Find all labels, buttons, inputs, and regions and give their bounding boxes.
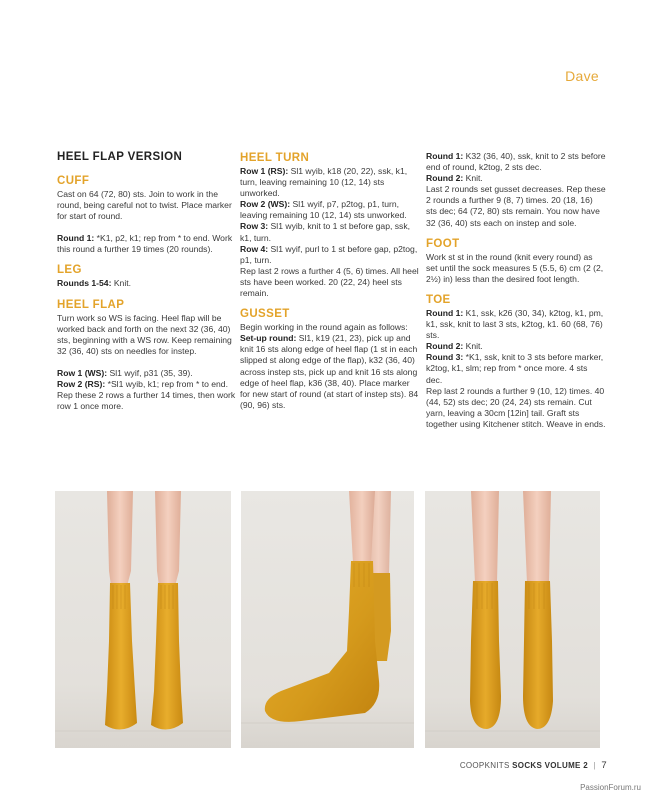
heel-turn-row4 bbox=[240, 244, 420, 266]
gusset-round1-text: K32 (36, 40), ssk, knit to 2 sts before end of round, k2tog, 2 sts dec. bbox=[426, 151, 606, 173]
gusset-setup bbox=[240, 333, 420, 411]
photo-sock-side bbox=[241, 491, 414, 748]
toe-heading: TOE bbox=[426, 293, 451, 306]
toe-round1-label: Round 1: bbox=[426, 307, 464, 318]
cuff-round1 bbox=[57, 233, 237, 255]
footer-brand: COOPKNITS bbox=[459, 761, 510, 770]
heel-turn-row2 bbox=[240, 199, 420, 221]
heel-turn-repeat: Rep last 2 rows a further 4 (5, 6) times. All heel sts have been worked. 20 (22, 24) heel sts remain. bbox=[240, 265, 419, 299]
heel-turn-heading: HEEL TURN bbox=[240, 152, 310, 164]
toe-round1-text: K1, ssk, k26 (30, 34), k2tog, k1, pm, k1, ssk, knit to last 3 sts, k2tog, k1. 60 (68, 76) sts. bbox=[426, 307, 604, 341]
setup-label: Set-up round: bbox=[240, 333, 297, 344]
leg-label: Rounds 1-54: bbox=[57, 278, 112, 289]
watermark-text: PassionForum.ru bbox=[580, 783, 641, 792]
toe-round2-label: Round 2: bbox=[426, 341, 464, 352]
toe-round2-text: Knit. bbox=[463, 341, 483, 352]
cuff-heading: CUFF bbox=[57, 175, 90, 187]
round1-text: *K1, p2, k1; rep from * to end. Work this round a further 19 times (20 rounds). bbox=[57, 233, 233, 255]
column-3 bbox=[426, 151, 606, 430]
row2-text: *Sl1 wyib, k1; rep from * to end. Rep these 2 rows a further 14 times, then work row 1 once more. bbox=[57, 379, 236, 412]
gusset-round2-label: Round 2: bbox=[426, 173, 464, 184]
column-1 bbox=[57, 174, 237, 412]
heel-flap-row2 bbox=[57, 379, 237, 412]
photo-strip bbox=[55, 491, 600, 748]
heel-flap-heading: HEEL FLAP bbox=[57, 298, 125, 311]
gusset-round1-label: Round 1: bbox=[426, 151, 464, 161]
heel-turn-row1-label: Row 1 (RS): bbox=[240, 166, 289, 176]
heel-turn-row3 bbox=[240, 221, 420, 243]
leg-rounds bbox=[57, 278, 237, 289]
photo-sock-front bbox=[55, 491, 231, 748]
photo-sock-back bbox=[425, 491, 600, 748]
page-number: 7 bbox=[601, 760, 607, 771]
toe-round1 bbox=[426, 308, 606, 341]
sock-side-image bbox=[241, 491, 414, 748]
heel-turn-row1 bbox=[240, 166, 420, 199]
gusset-heading: GUSSET bbox=[240, 308, 290, 321]
gusset-round2 bbox=[426, 173, 606, 184]
heel-turn-row1-text: Sl1 wyib, k18 (20, 22), ssk, k1, turn, leaving remaining 10 (12, 14) sts unworked. bbox=[240, 166, 408, 199]
leg-text: Knit. bbox=[111, 278, 132, 289]
footer-book-title: SOCKS VOLUME 2 bbox=[512, 761, 588, 770]
footer-separator: | bbox=[593, 761, 596, 770]
row1-label: Row 1 (WS): bbox=[57, 367, 108, 378]
toe-round3 bbox=[426, 352, 606, 385]
pattern-title: HEEL FLAP VERSION bbox=[57, 151, 183, 163]
sock-back-image bbox=[425, 491, 600, 748]
page-footer bbox=[460, 760, 607, 771]
toe-round3-text: *K1, ssk, knit to 3 sts before marker, k2tog, k1, slm; rep from * once more. 4 sts dec. bbox=[426, 352, 604, 385]
cuff-text: Cast on 64 (72, 80) sts. Join to work in the round, being careful not to twist. Place marker for start of round. bbox=[57, 189, 232, 222]
gusset-decrease-text: Last 2 rounds set gusset decreases. Rep these 2 rounds a further 9 (8, 7) times. 20 (18, 16) sts dec; 64 (72, 80) sts remain. You now have 32 (36, 40) sts each on instep and sole. bbox=[426, 184, 606, 228]
setup-text: Sl1, k19 (21, 23), pick up and knit 16 sts along edge of heel flap (1 st in each slipped st along edge of the flap), k32 (36, 40) across instep sts, pick up and knit 16 sts along edge of heel flap, k36 (38, 40). Place marker for new start of round (at start of instep sts). 84 (90, 96) sts. bbox=[240, 333, 419, 410]
heel-turn-row3-text: Sl1 wyib, knit to 1 st before gap, ssk, k1, turn. bbox=[240, 221, 411, 243]
round1-label: Round 1: bbox=[57, 233, 95, 244]
toe-round2 bbox=[426, 341, 606, 352]
heel-flap-text: Turn work so WS is facing. Heel flap will be worked back and forth on the next 32 (36, 40) sts, beginning with a WS row. Keep remaining 32 (36, 40) sts on needles for instep. bbox=[57, 312, 232, 356]
heel-flap-row1 bbox=[57, 368, 237, 379]
leg-heading: LEG bbox=[57, 264, 82, 277]
heel-turn-row2-label: Row 2 (WS): bbox=[240, 199, 291, 210]
gusset-round2-text: Knit. bbox=[463, 173, 483, 184]
designer-name: Dave bbox=[565, 68, 599, 84]
heel-turn-row3-label: Row 3: bbox=[240, 221, 269, 232]
row2-label: Row 2 (RS): bbox=[57, 379, 106, 390]
toe-round3-label: Round 3: bbox=[426, 352, 464, 363]
sock-front-image bbox=[55, 491, 231, 748]
gusset-round1 bbox=[426, 151, 606, 173]
foot-text: Work st st in the round (knit every round) as set until the sock measures 5 (5.5, 6) cm (2 (2, 2½) in) less than the desired foot length. bbox=[426, 251, 604, 284]
heel-turn-row2-text: Sl1 wyif, p7, p2tog, p1, turn, leaving remaining 10 (12, 14) sts unworked. bbox=[240, 199, 407, 221]
gusset-text: Begin working in the round again as follows: bbox=[240, 322, 408, 333]
row1-text: Sl1 wyif, p31 (35, 39). bbox=[107, 367, 193, 378]
heel-turn-row4-text: Sl1 wyif, purl to 1 st before gap, p2tog, p1, turn. bbox=[240, 243, 418, 265]
foot-heading: FOOT bbox=[426, 237, 460, 250]
heel-turn-row4-label: Row 4: bbox=[240, 243, 269, 254]
column-2 bbox=[240, 151, 420, 411]
toe-repeat-text: Rep last 2 rounds a further 9 (10, 12) times. 40 (44, 52) sts dec; 20 (24, 24) sts remain. Cut yarn, leaving a 30cm [12in] tail. Graft sts together using Kitchener stitch. Weave in ends. bbox=[426, 385, 606, 429]
